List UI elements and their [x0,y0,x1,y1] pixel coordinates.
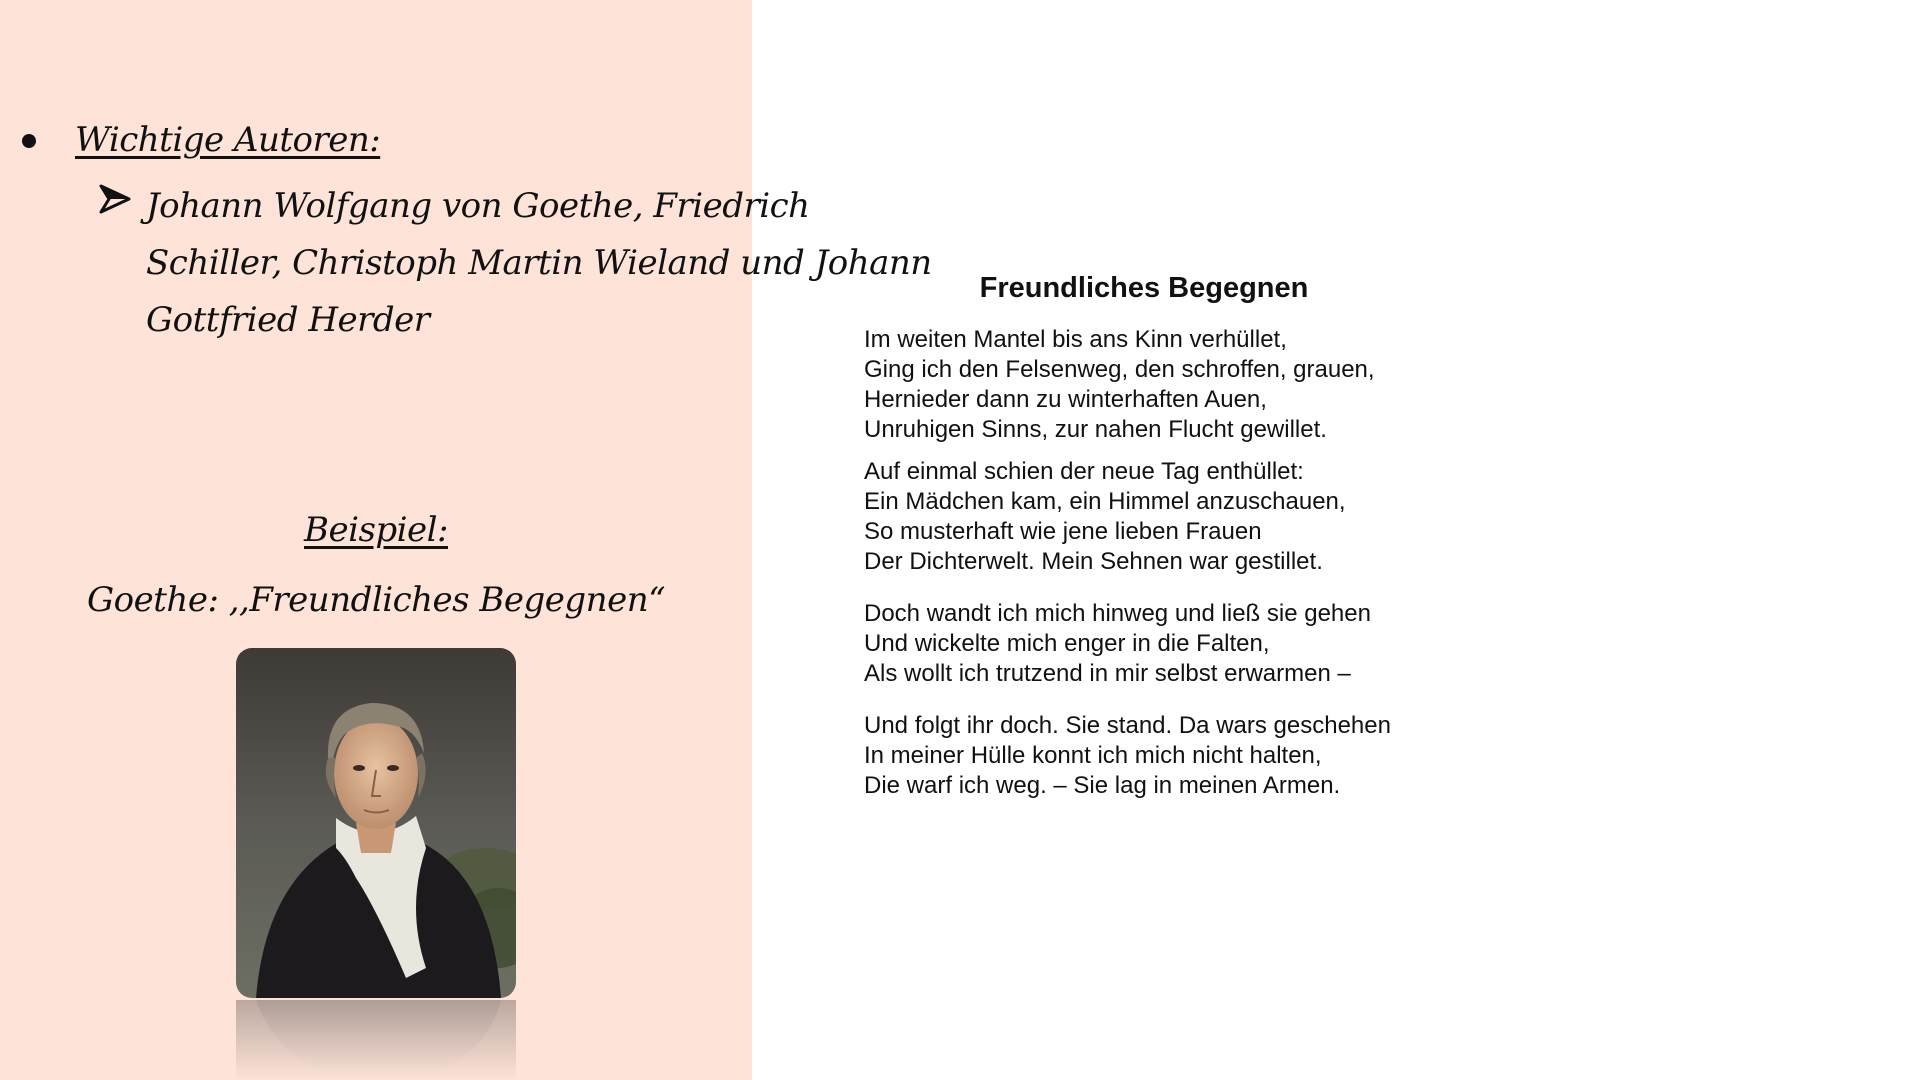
portrait-reflection [236,1000,516,1080]
example-text: Goethe: ,,Freundliches Begegnen“ [87,580,665,620]
poem-line: Im weiten Mantel bis ans Kinn verhüllet, [864,326,1287,353]
poem-line: Und wickelte mich enger in die Falten, [864,630,1270,657]
authors-line: Schiller, Christoph Martin Wieland und Johann [146,243,932,283]
bullet-dot-icon [22,134,36,148]
left-panel [0,0,932,1080]
poem-body [864,325,1564,813]
authors-list [146,178,932,349]
poem-line: Und folgt ihr doch. Sie stand. Da wars geschehen [864,712,1391,739]
poem-stanza [864,457,1564,577]
example-heading: Beispiel: [303,510,449,550]
poem-line: Hernieder dann zu winterhaften Auen, [864,386,1267,413]
poem-stanza [864,711,1564,801]
poem-stanza [864,325,1564,445]
poem-line: Ein Mädchen kam, ein Himmel anzuschauen, [864,488,1346,515]
arrow-bullet-icon [98,182,132,216]
authors-line: Johann Wolfgang von Goethe, Friedrich [146,186,810,226]
goethe-portrait-icon [236,648,516,998]
poem-line: In meiner Hülle konnt ich mich nicht halten, [864,742,1322,769]
poem-line: Auf einmal schien der neue Tag enthüllet: [864,458,1304,485]
poem-line: Der Dichterwelt. Mein Sehnen war gestillet. [864,548,1323,575]
authors-line: Gottfried Herder [146,300,430,340]
poem-line: Unruhigen Sinns, zur nahen Flucht gewillet. [864,416,1327,443]
poem-line: So musterhaft wie jene lieben Frauen [864,518,1262,545]
poem-line: Ging ich den Felsenweg, den schroffen, grauen, [864,356,1375,383]
poem-stanza [864,599,1564,689]
poem-title: Freundliches Begegnen [979,272,1309,304]
authors-heading: Wichtige Autoren: [75,120,381,160]
poem-line: Die warf ich weg. – Sie lag in meinen Armen. [864,772,1341,799]
poem-line: Als wollt ich trutzend in mir selbst erwarmen – [864,660,1351,687]
poem-line: Doch wandt ich mich hinweg und ließ sie gehen [864,600,1371,627]
